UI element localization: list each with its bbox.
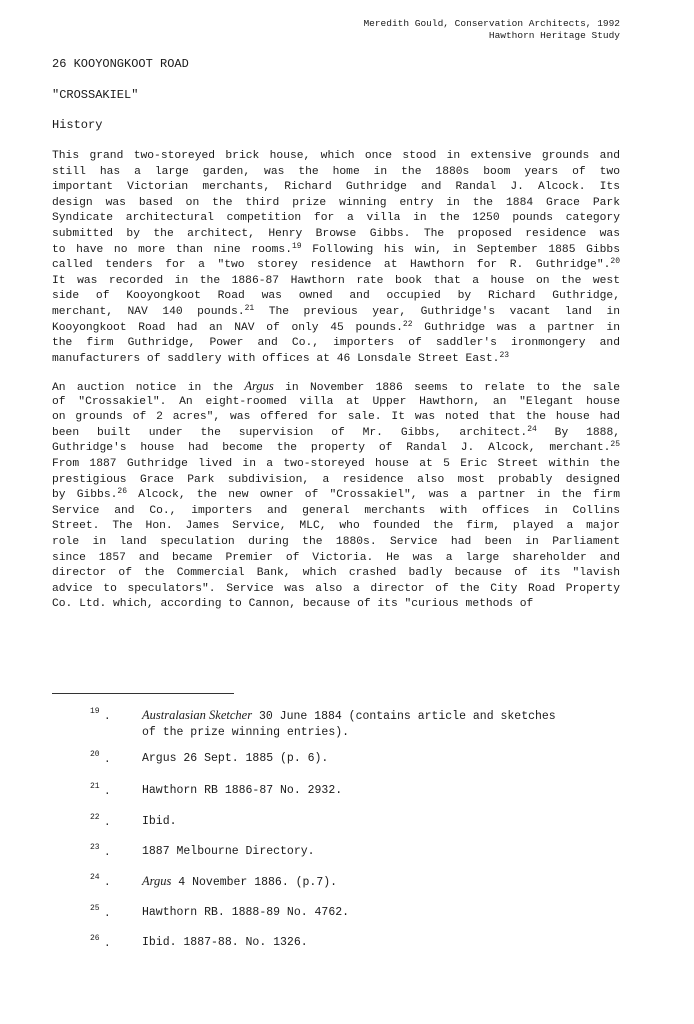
footnote-text	[142, 708, 622, 740]
footnote-ref: 20	[610, 257, 620, 267]
text-line: important Victorian merchants, Richard Guthridge and Randal J. Alcock. Its	[52, 181, 620, 194]
text-line: side of Kooyongkoot Road was owned and occupied by Richard Guthridge,	[52, 290, 620, 303]
text-line: advice to speculators". Service was also a director of the City Road Property	[52, 582, 620, 595]
footnote-text	[142, 783, 622, 799]
footnote-line: of the prize winning entries).	[142, 725, 350, 739]
text-line: role in land speculation during the 1880s. Service had been in Parliament	[52, 535, 620, 548]
footnote-number: 23 .	[90, 840, 100, 856]
footnote-ref: 23	[499, 350, 510, 360]
text-line: since 1857 and became Premier of Victoria. He was a large shareholder and	[52, 551, 620, 564]
text-line: This grand two-storeyed brick house, which once stood in extensive grounds and	[52, 150, 620, 162]
footnote-text	[142, 814, 622, 830]
footnote-line: Argus 4 November 1886. (p.7).	[142, 874, 338, 889]
history-paragraph-1	[52, 149, 620, 367]
text-line: From 1887 Guthridge lived in a two-storeyed house at 5 Eric Street within the	[52, 457, 620, 470]
text-line: prestigious Grace Park subdivision, a residence also most probably designed	[52, 473, 620, 486]
footnote-line: Hawthorn RB 1886-87 No. 2932.	[142, 784, 343, 797]
text-line: submitted by the architect, Henry Browse Gibbs. The proposed residence was	[52, 227, 620, 240]
footnote-number: 24 .	[90, 870, 100, 886]
footnote-ref: 22	[402, 319, 413, 329]
footnote-line: Australasian Sketcher 30 June 1884 (contains article and sketches	[142, 708, 556, 723]
text-line: An auction notice in the Argus in November 1886 seems to relate to the sale	[52, 379, 620, 394]
text-line: been built under the supervision of Mr. Gibbs, architect.$^{24}$ By 1888,	[52, 424, 621, 439]
text-line: Co. Ltd. which, according to Cannon, because of its "curious methods of	[52, 598, 534, 611]
footnote-number: 19 .	[90, 704, 100, 720]
footnote-line: Hawthorn RB. 1888-89 No. 4762.	[142, 906, 350, 919]
italic-title: Australasian Sketcher	[142, 708, 253, 722]
text-line: design was based on the third prize winning entry in the 1884 Grace Park	[52, 196, 620, 209]
footnote-ref: 19	[291, 241, 302, 251]
text-line: It was recorded in the 1886-87 Hawthorn rate book that a house on the west	[52, 274, 620, 287]
text-line: Syndicate architectural competition for a villa in the 1250 pounds category	[52, 212, 620, 225]
footnote-text	[142, 874, 622, 891]
text-line: by Gibbs.$^{26}$ Alcock, the new owner of "Crossakiel", was a partner in the firm	[52, 487, 621, 502]
footnote-line: 1887 Melbourne Directory.	[142, 845, 315, 858]
footnote-line: Ibid.	[142, 815, 177, 828]
text-line: merchant, NAV 140 pounds.$^{21}$ The previous year, Guthridge's vacant land in	[52, 303, 620, 318]
footnote-divider	[52, 693, 234, 694]
text-line: Guthridge's house had become the property of Randal J. Alcock, merchant.$^{25}$	[52, 440, 620, 455]
footnote-ref: 21	[244, 303, 255, 313]
text-line: still has a large garden, was the home in the 1880s boom years of two	[52, 165, 620, 178]
footnote-line: Argus 26 Sept. 1885 (p. 6).	[142, 752, 329, 765]
footnote-line: Ibid. 1887-88. No. 1326.	[142, 936, 308, 949]
history-paragraph-2	[52, 379, 620, 613]
footnote-text	[142, 935, 622, 951]
page-header	[363, 18, 620, 42]
footnote-ref: 25	[610, 440, 620, 450]
footnote-text	[142, 751, 622, 767]
footnote-number: 26 .	[90, 931, 100, 947]
footnote-text	[142, 905, 622, 921]
text-line: called tenders for a "two storey residence at Hawthorn for R. Guthridge".$^{20}$	[52, 257, 620, 272]
text-line: Street. The Hon. James Service, MLC, who founded the firm, played a major	[52, 520, 620, 533]
header-author: Meredith Gould, Conservation Architects, 1992	[363, 18, 620, 29]
footnote-number: 25 .	[90, 901, 100, 917]
text-line: manufacturers of saddlery with offices at 46 Lonsdale Street East.$^{23}$	[52, 350, 510, 365]
italic-title: Argus	[142, 874, 172, 888]
text-line: Service and Co., importers and general merchants with offices in Collins	[52, 504, 620, 517]
house-name: "CROSSAKIEL"	[52, 88, 139, 102]
footnote-ref: 24	[527, 424, 537, 434]
text-line: director of the Commercial Bank, which crashed badly because of its "lavish	[52, 567, 620, 580]
text-line: of "Crossakiel". An eight-roomed villa at Upper Hawthorn, an "Elegant house	[52, 395, 620, 408]
text-line: Kooyongkoot Road had an NAV of only 45 pounds.$^{22}$ Guthridge was a partner in	[52, 319, 620, 334]
text-line: to have no more than nine rooms.$^{19}$ Following his win, in September 1885 Gibbs	[52, 241, 620, 256]
footnote-number: 21 .	[90, 779, 100, 795]
footnote-number: 20 .	[90, 747, 100, 763]
footnote-text	[142, 844, 622, 860]
page-title: 26 KOOYONGKOOT ROAD	[52, 57, 189, 71]
header-study: Hawthorn Heritage Study	[488, 30, 620, 41]
footnote-ref: 26	[117, 487, 127, 497]
text-line: the firm Guthridge, Power and Co., importers of saddler's ironmongery and	[52, 337, 620, 350]
footnote-number: 22 .	[90, 810, 100, 826]
section-heading: History	[52, 118, 103, 132]
text-line: on grounds of 2 acres", was offered for sale. It was noted that the house had	[52, 411, 620, 424]
italic-title: Argus	[244, 379, 274, 393]
